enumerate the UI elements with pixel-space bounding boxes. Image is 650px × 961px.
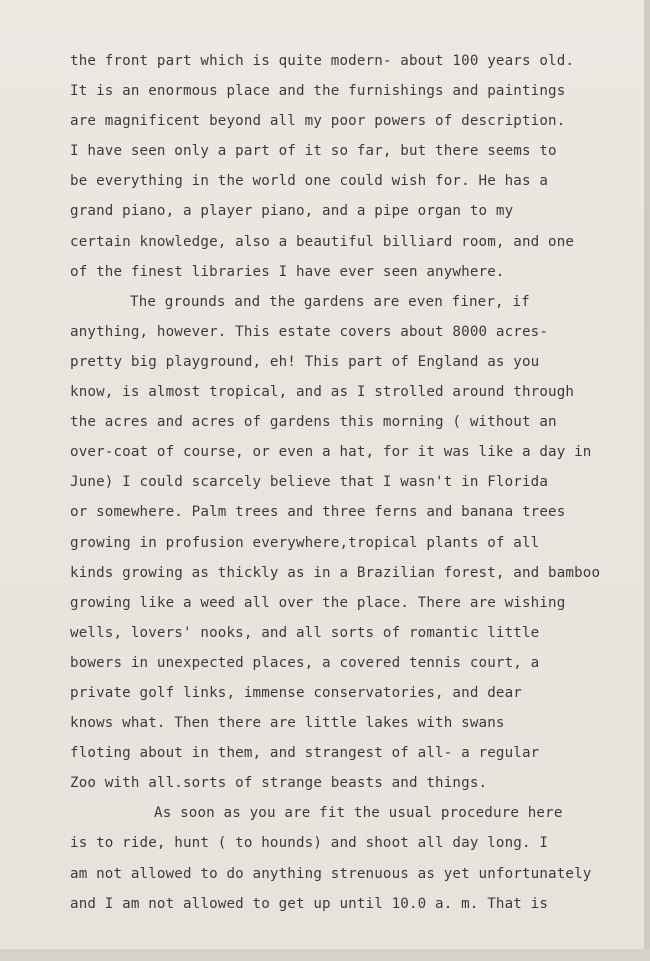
text-line: knows what. Then there are little lakes with swans xyxy=(70,715,505,732)
text-line: are magnificent beyond all my poor powers of description. xyxy=(70,113,566,130)
text-line: of the finest libraries I have ever seen anywhere. xyxy=(70,263,505,280)
text-line: Zoo with all.sorts of strange beasts and things. xyxy=(70,775,488,792)
text-line: wells, lovers' nooks, and all sorts of romantic little xyxy=(70,624,540,641)
text-line: am not allowed to do anything strenuous as yet unfortunately xyxy=(70,865,592,882)
text-line: bowers in unexpected places, a covered tennis court, a xyxy=(70,654,540,671)
paper-bottom-edge xyxy=(0,949,650,961)
text-line: private golf links, immense conservatories, and dear xyxy=(70,684,522,701)
text-line: the front part which is quite modern- about 100 years old. xyxy=(70,53,575,69)
text-line: anything, however. This estate covers about 8000 acres- xyxy=(70,323,549,340)
paragraph-start-line: The grounds and the gardens are even finer, if xyxy=(130,293,530,310)
text-line: certain knowledge, also a beautiful billiard room, and one xyxy=(70,233,575,250)
text-line: June) I could scarcely believe that I wasn't in Florida xyxy=(70,474,549,491)
letter-body xyxy=(70,46,645,919)
paragraph-start-line: As soon as you are fit the usual procedure here xyxy=(154,805,563,822)
text-line: floting about in them, and strangest of all- a regular xyxy=(70,745,540,762)
paper-edge xyxy=(644,0,650,961)
text-line: It is an enormous place and the furnishings and paintings xyxy=(70,83,566,100)
text-line: kinds growing as thickly as in a Brazilian forest, and bamboo xyxy=(70,564,601,581)
text-line: I have seen only a part of it so far, but there seems to xyxy=(70,143,557,160)
text-line: growing in profusion everywhere,tropical plants of all xyxy=(70,534,540,551)
text-line: the acres and acres of gardens this morning ( without an xyxy=(70,414,557,431)
text-line: is to ride, hunt ( to hounds) and shoot all day long. I xyxy=(70,835,549,852)
text-line: know, is almost tropical, and as I strolled around through xyxy=(70,384,575,401)
text-line: growing like a weed all over the place. There are wishing xyxy=(70,594,566,611)
text-line: be everything in the world one could wish for. He has a xyxy=(70,173,549,190)
text-line: grand piano, a player piano, and a pipe organ to my xyxy=(70,203,514,220)
text-line: pretty big playground, eh! This part of England as you xyxy=(70,353,540,370)
text-line: or somewhere. Palm trees and three ferns and banana trees xyxy=(70,504,566,521)
text-line: over-coat of course, or even a hat, for it was like a day in xyxy=(70,444,592,461)
text-line: and I am not allowed to get up until 10.0 a. m. That is xyxy=(70,895,549,912)
